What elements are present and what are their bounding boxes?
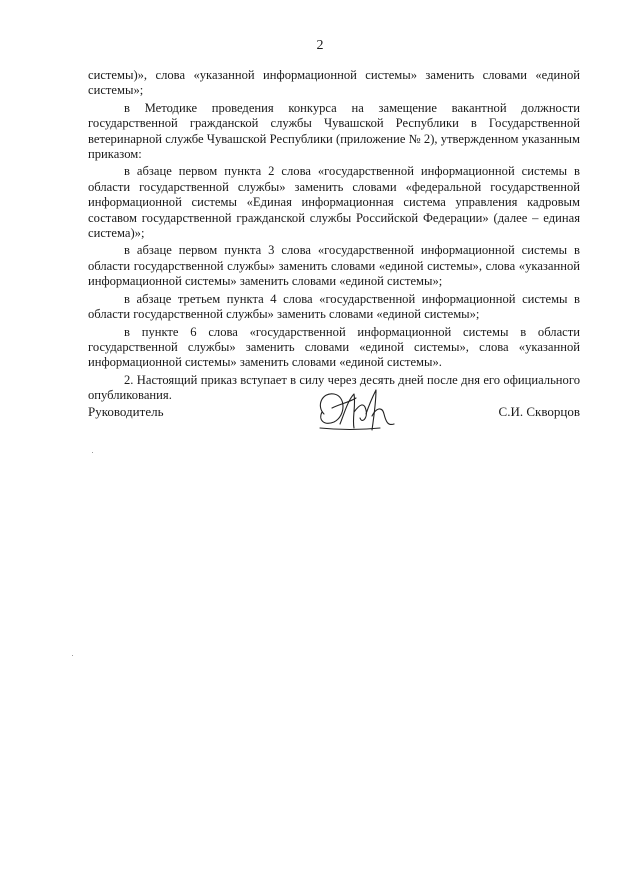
page-number: 2 xyxy=(316,38,324,53)
handwritten-signature xyxy=(310,384,400,440)
paragraph-item-4: в абзаце третьем пункта 4 слова «государственной информационной системы в области государственной службы» заменить словами «единой системы»; xyxy=(88,291,580,322)
signatory-name: С.И. Скворцов xyxy=(498,404,580,419)
paragraph-item-3: в абзаце первом пункта 3 слова «государственной информационной системы в области государственной службы» заменить словами «единой системы», слова «указанной информационной системы» заменить словами «единой системы»; xyxy=(88,243,580,289)
scan-artifact xyxy=(92,452,93,453)
paragraph-item-2: в абзаце первом пункта 2 слова «государственной информационной системы в области государственной службы» заменить словами «федеральной государственной информационной системы «Единая информационная система управления кадровым составом государственной гражданской службы Российской Федерации» (далее – единая система)»; xyxy=(88,164,580,241)
paragraph-methodology-amendment: в Методике проведения конкурса на замещение вакантной должности государственной гражданской службы Чувашской Республики в Государственной ветеринарной службе Чувашской Республики (приложение № 2), утвержденном указанным приказом: xyxy=(88,100,580,162)
document-body xyxy=(88,68,580,406)
signature-block xyxy=(88,396,580,446)
paragraph-item-6: в пункте 6 слова «государственной информационной системы в области государственной службы» заменить словами «единой системы», слова «указанной информационной системы» заменить словами «единой системы». xyxy=(88,324,580,370)
paragraph-continuation: системы)», слова «указанной информационной системы» заменить словами «единой системы»; xyxy=(88,68,580,98)
paragraph-effective-date: 2. Настоящий приказ вступает в силу через десять дней после дня его официального опубликования. xyxy=(88,372,580,403)
signatory-position: Руководитель xyxy=(88,404,164,419)
scan-artifact xyxy=(72,655,73,656)
